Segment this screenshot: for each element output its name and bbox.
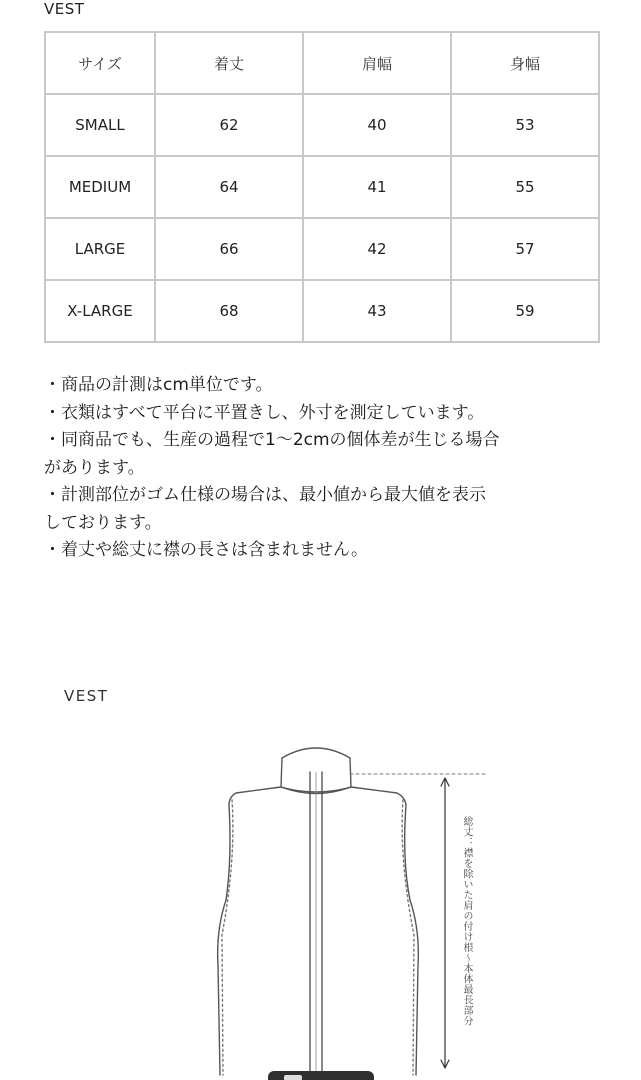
- page-heading: VEST: [44, 0, 85, 18]
- length-label: 総丈：襟を除いた肩の付け根〜本体最長部分: [461, 816, 472, 1026]
- note-line: があります。: [44, 457, 145, 478]
- value-cell: 59: [452, 281, 600, 343]
- value-cell: 66: [156, 219, 304, 281]
- value-cell: 68: [156, 281, 304, 343]
- vest-body-outline: [218, 787, 419, 1075]
- value-cell: 41: [304, 157, 452, 219]
- note-line: ・同商品でも、生産の過程で1〜2cmの個体差が生じる場合: [44, 430, 500, 450]
- note-line: ・着丈や総丈に襟の長さは含まれません。: [44, 540, 369, 560]
- note-line: ・計測部位がゴム仕様の場合は、最小値から最大値を表示: [44, 485, 486, 505]
- value-cell: 53: [452, 95, 600, 157]
- size-cell: MEDIUM: [46, 157, 156, 219]
- size-cell: X-LARGE: [46, 281, 156, 343]
- note-line: ・商品の計測はcm単位です。: [44, 375, 273, 395]
- header-cell: 肩幅: [304, 33, 452, 95]
- header-cell: 着丈: [156, 33, 304, 95]
- note-line: ・衣類はすべて平台に平置きし、外寸を測定しています。: [44, 402, 485, 423]
- size-cell: SMALL: [46, 95, 156, 157]
- value-cell: 55: [452, 157, 600, 219]
- value-cell: 64: [156, 157, 304, 219]
- header-cell: 身幅: [452, 33, 600, 95]
- label-tag-mark: [284, 1075, 302, 1080]
- vest-armhole-seam: [402, 800, 414, 1075]
- value-cell: 62: [156, 95, 304, 157]
- header-cell: サイズ: [46, 33, 156, 95]
- diagram-title: VEST: [64, 687, 109, 705]
- note-line: しております。: [44, 512, 162, 533]
- vest-armhole-seam: [222, 800, 233, 1075]
- label-tag: [268, 1071, 374, 1080]
- value-cell: 43: [304, 281, 452, 343]
- size-cell: LARGE: [46, 219, 156, 281]
- value-cell: 42: [304, 219, 452, 281]
- value-cell: 40: [304, 95, 452, 157]
- value-cell: 57: [452, 219, 600, 281]
